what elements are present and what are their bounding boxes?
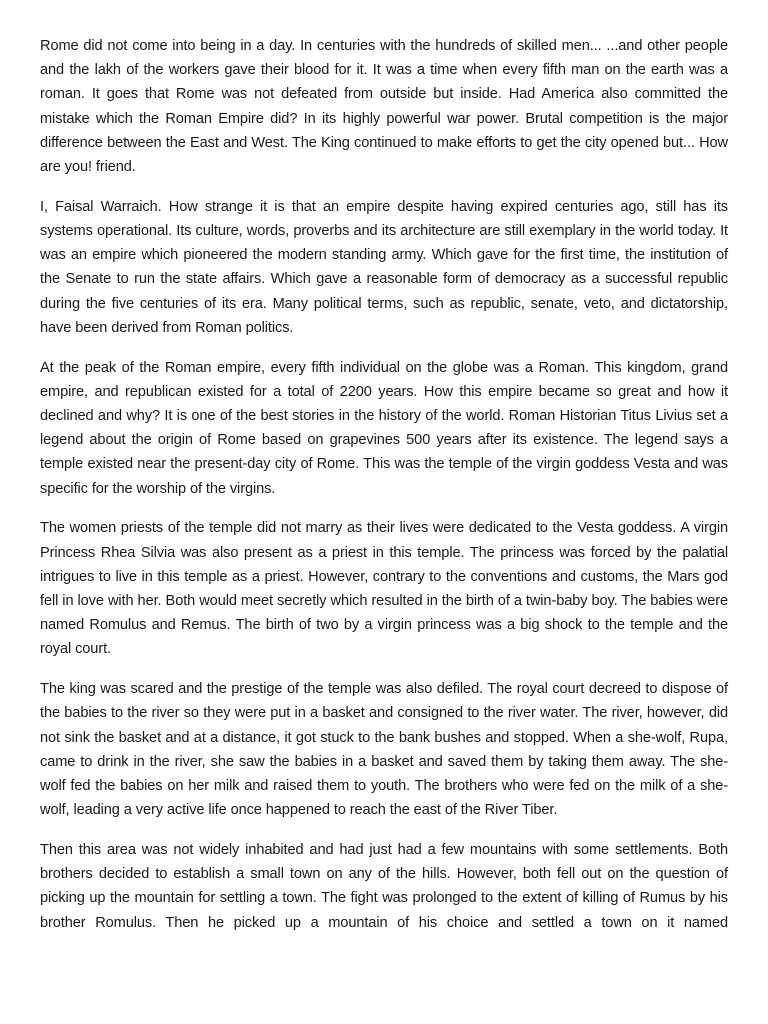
document-body	[40, 34, 728, 935]
paragraph-6: Then this area was not widely inhabited and had just had a few mountains with some settlements. Both brothers decided to establish a small town on any of the hills. However, both fell out on the question of picking up the mountain for settling a town. The fight was prolonged to the extent of killing of Rumus by his brother Romulus. Then he picked up a mountain of his choice and settled a town on it named	[40, 842, 728, 931]
paragraph-5: The king was scared and the prestige of the temple was also defiled. The royal court decreed to dispose of the babies to the river so they were put in a basket and consigned to the river water. The river, however, did not sink the basket and at a distance, it got stuck to the bank bushes and stopped. When a she-wolf, Rupa, came to drink in the river, she saw the babies in a basket and saved them by taking them away. The she-wolf fed the babies on her milk and raised them to youth. The brothers who were fed on the milk of a she-wolf, leading a very active life once happened to reach the east of the River Tiber.	[40, 681, 728, 819]
paragraph-2: I, Faisal Warraich. How strange it is that an empire despite having expired centuries ago, still has its systems operational. Its culture, words, proverbs and its architecture are still exemplary in the world today. It was an empire which pioneered the modern standing army. Which gave for the first time, the institution of the Senate to run the state affairs. Which gave a reasonable form of democracy as a successful republic during the five centuries of its era. Many political terms, such as republic, senate, veto, and dictatorship, have been derived from Roman politics.	[40, 198, 728, 336]
paragraph-1: Rome did not come into being in a day. In centuries with the hundreds of skilled men... ...and other people and the lakh of the workers gave their blood for it. It was a time when every fifth man on the earth was a roman. It goes that Rome was not defeated from outside but inside. Had America also committed the mistake which the Roman Empire did? In its highly powerful war power. Brutal competition is the major difference between the East and West. The King continued to make efforts to get the city opened but... How are you! friend.	[40, 38, 728, 176]
paragraph-3: At the peak of the Roman empire, every fifth individual on the globe was a Roman. This kingdom, grand empire, and republican existed for a total of 2200 years. How this empire became so great and how it declined and why? It is one of the best stories in the history of the world. Roman Historian Titus Livius set a legend about the origin of Rome based on grapevines 500 years after its existence. The legend says a temple existed near the present-day city of Rome. This was the temple of the virgin goddess Vesta and was specific for the worship of the virgins.	[40, 359, 728, 497]
paragraph-4: The women priests of the temple did not marry as their lives were dedicated to the Vesta goddess. A virgin Princess Rhea Silvia was also present as a priest in this temple. The princess was forced by the palatial intrigues to live in this temple as a priest. However, contrary to the conventions and customs, the Mars god fell in love with her. Both would meet secretly which resulted in the birth of a twin-baby boy. The babies were named Romulus and Remus. The birth of two by a virgin princess was a big shock to the temple and the royal court.	[40, 520, 728, 658]
